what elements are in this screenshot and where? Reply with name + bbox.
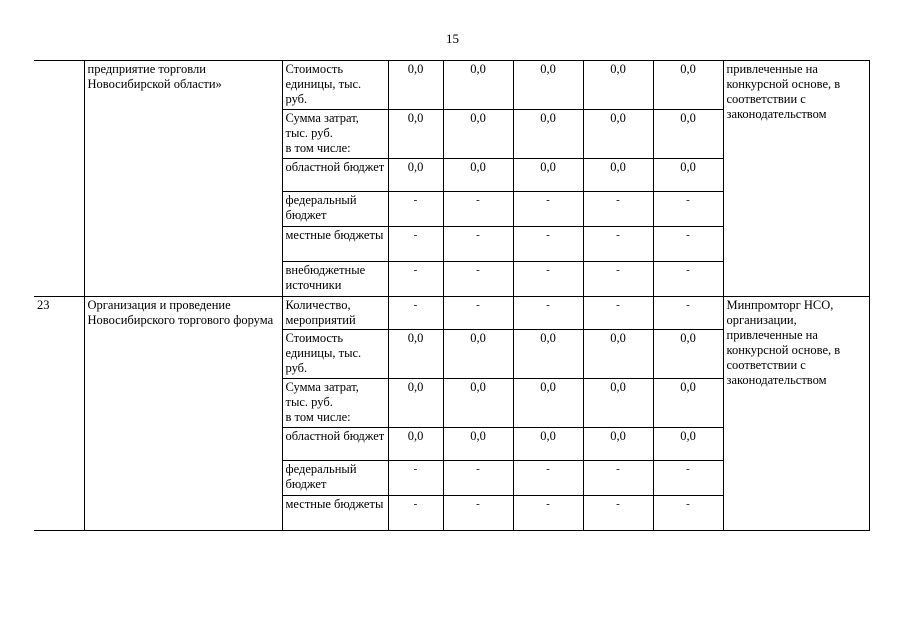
- indicator-value: -: [443, 192, 513, 227]
- indicator-label: местные бюджеты: [282, 227, 388, 262]
- indicator-label: Количество, мероприятий: [282, 297, 388, 330]
- indicator-value: 0,0: [443, 110, 513, 159]
- indicator-value: 0,0: [388, 428, 443, 461]
- indicator-value: 0,0: [583, 330, 653, 379]
- indicator-value: -: [388, 192, 443, 227]
- indicator-value: -: [583, 192, 653, 227]
- indicator-value: -: [653, 496, 723, 531]
- activity-title: предприятие торговли Новосибирской области»: [84, 61, 282, 297]
- indicator-label: областной бюджет: [282, 428, 388, 461]
- indicator-value: 0,0: [513, 110, 583, 159]
- table-row: [34, 61, 869, 110]
- indicator-label: внебюджетные источники: [282, 262, 388, 297]
- indicator-value: 0,0: [388, 330, 443, 379]
- indicator-value: 0,0: [388, 61, 443, 110]
- indicator-label: Стоимость единицы, тыс. руб.: [282, 330, 388, 379]
- table-row: [34, 297, 869, 330]
- indicator-value: 0,0: [583, 61, 653, 110]
- indicator-value: 0,0: [443, 428, 513, 461]
- indicator-value: 0,0: [443, 379, 513, 428]
- indicator-value: -: [653, 192, 723, 227]
- indicator-label: федеральный бюджет: [282, 192, 388, 227]
- indicator-value: 0,0: [653, 110, 723, 159]
- indicator-value: -: [443, 262, 513, 297]
- indicator-value: -: [583, 297, 653, 330]
- indicator-value: -: [443, 297, 513, 330]
- indicator-value: 0,0: [513, 379, 583, 428]
- indicator-value: 0,0: [653, 61, 723, 110]
- indicator-value: -: [653, 297, 723, 330]
- indicator-value: -: [443, 496, 513, 531]
- indicator-label: областной бюджет: [282, 159, 388, 192]
- indicator-value: 0,0: [513, 61, 583, 110]
- row-number: 23: [34, 297, 84, 531]
- indicator-value: 0,0: [388, 379, 443, 428]
- indicator-value: 0,0: [513, 330, 583, 379]
- indicator-value: 0,0: [443, 61, 513, 110]
- indicator-value: -: [583, 227, 653, 262]
- indicator-value: -: [583, 496, 653, 531]
- indicator-value: 0,0: [443, 330, 513, 379]
- indicator-value: -: [443, 461, 513, 496]
- indicator-value: -: [653, 262, 723, 297]
- indicator-value: -: [583, 262, 653, 297]
- indicator-value: -: [513, 496, 583, 531]
- program-table: [34, 60, 870, 531]
- indicator-label: Стоимость единицы, тыс. руб.: [282, 61, 388, 110]
- indicator-value: 0,0: [388, 110, 443, 159]
- page-number: 15: [446, 31, 459, 46]
- row-number: [34, 61, 84, 297]
- indicator-value: -: [513, 192, 583, 227]
- indicator-label: Сумма затрат, тыс. руб. в том числе:: [282, 110, 388, 159]
- executor-cell: привлеченные на конкурсной основе, в соответствии с законодательством: [723, 61, 869, 297]
- executor-cell: Минпромторг НСО, организации, привлеченные на конкурсной основе, в соответствии с законодательством: [723, 297, 869, 531]
- indicator-value: -: [583, 461, 653, 496]
- indicator-value: -: [388, 461, 443, 496]
- indicator-value: -: [653, 227, 723, 262]
- indicator-value: 0,0: [443, 159, 513, 192]
- indicator-value: 0,0: [583, 159, 653, 192]
- indicator-value: -: [388, 496, 443, 531]
- activity-title: Организация и проведение Новосибирского торгового форума: [84, 297, 282, 531]
- program-table-body: [34, 61, 869, 531]
- indicator-value: -: [388, 227, 443, 262]
- indicator-value: 0,0: [513, 428, 583, 461]
- indicator-value: 0,0: [653, 330, 723, 379]
- indicator-label: Сумма затрат, тыс. руб. в том числе:: [282, 379, 388, 428]
- indicator-value: -: [653, 461, 723, 496]
- indicator-value: -: [513, 461, 583, 496]
- indicator-value: -: [443, 227, 513, 262]
- indicator-value: -: [388, 262, 443, 297]
- indicator-value: 0,0: [513, 159, 583, 192]
- indicator-label: местные бюджеты: [282, 496, 388, 531]
- indicator-value: 0,0: [583, 110, 653, 159]
- indicator-value: -: [513, 262, 583, 297]
- indicator-value: -: [513, 227, 583, 262]
- indicator-value: -: [513, 297, 583, 330]
- indicator-value: -: [388, 297, 443, 330]
- indicator-value: 0,0: [388, 159, 443, 192]
- indicator-value: 0,0: [583, 379, 653, 428]
- indicator-value: 0,0: [653, 159, 723, 192]
- indicator-value: 0,0: [653, 428, 723, 461]
- indicator-value: 0,0: [653, 379, 723, 428]
- indicator-value: 0,0: [583, 428, 653, 461]
- indicator-label: федеральный бюджет: [282, 461, 388, 496]
